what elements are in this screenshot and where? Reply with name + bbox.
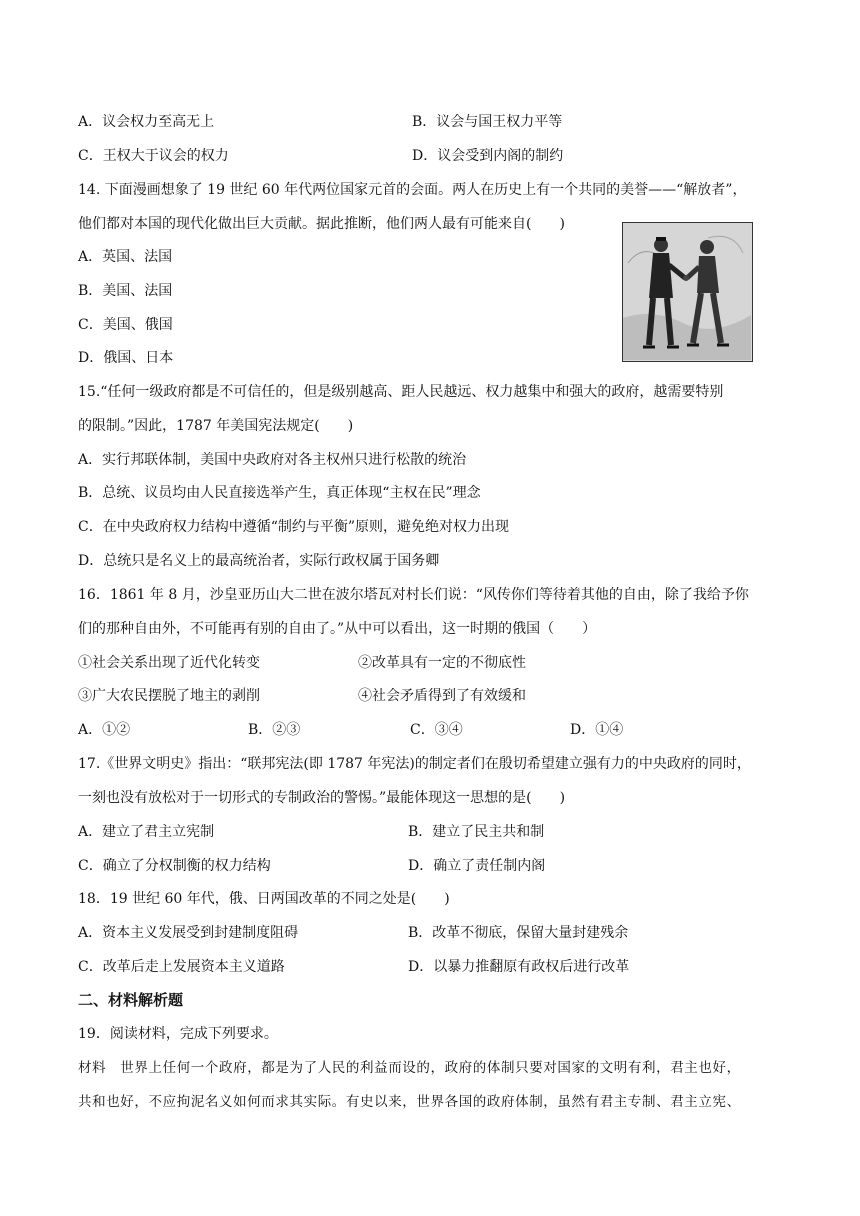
q16-item-4: ④社会矛盾得到了有效缓和 [358,688,526,704]
q17-stem-line1: 17.《世界文明史》指出：“联邦宪法(即 1787 年宪法)的制定者们在殷切希望建立强有力的中央政府的同时， [78,756,751,772]
q16-item-3: ③广大农民摆脱了地主的剥削 [78,688,260,704]
q15-option-a: A．实行邦联体制，美国中央政府对各主权州只进行松散的统治 [78,452,467,468]
q17-option-a: A．建立了君主立宪制 [78,824,215,840]
q16-option-c: C．③④ [410,722,463,738]
q15-option-d: D．总统只是名义上的最高统治者，实际行政权属于国务卿 [78,553,440,569]
q14-option-d: D．俄国、日本 [78,350,174,366]
section-title: 二、材料解析题 [78,991,184,1009]
q17-option-b: B．建立了民主共和制 [408,824,545,840]
q18-stem: 18．19 世纪 60 年代，俄、日两国改革的不同之处是( ) [78,891,450,907]
q16-stem-line2: 们的那种自由外，不可能再有别的自由了。”从中可以看出，这一时期的俄国（ ） [78,621,597,637]
q17-stem-line2: 一刻也没有放松对于一切形式的专制政治的警惕。”最能体现这一思想的是( ) [78,790,566,806]
q13-option-a: A．议会权力至高无上 [78,114,215,130]
q14-option-c: C．美国、俄国 [78,317,173,333]
handshake-illustration-icon [623,223,751,360]
q19-stem: 19．阅读材料，完成下列要求。 [78,1026,278,1042]
q16-option-a: A．①② [78,722,131,738]
q16-item-2: ②改革具有一定的不彻底性 [358,655,526,671]
q15-stem-line1: 15.“任何一级政府都是不可信任的，但是级别越高、距人民越远、权力越集中和强大的政府，越需要特别 [78,384,724,400]
q13-option-b: B．议会与国王权力平等 [412,114,563,130]
q18-option-a: A．资本主义发展受到封建制度阻碍 [78,925,299,941]
q16-option-b: B．②③ [248,722,301,738]
q19-material-line1: 材料 世界上任何一个政府，都是为了人民的利益而设的，政府的体制只要对国家的文明有利，君主也好， [78,1060,741,1076]
q14-stem-line1: 14. 下面漫画想象了 19 世纪 60 年代两位国家元首的会面。两人在历史上有一个共同的美誉——“解放者”， [78,182,747,198]
q18-option-b: B．改革不彻底，保留大量封建残余 [408,925,629,941]
cartoon-image [622,222,753,362]
q19-material-line2: 共和也好，不应拘泥名义如何而求其实际。有史以来，世界各国的政府体制，虽然有君主专制、君主立宪、 [78,1094,741,1110]
q18-option-d: D．以暴力推翻原有政权后进行改革 [408,959,630,975]
q17-option-c: C．确立了分权制衡的权力结构 [78,858,271,874]
q13-option-c: C．王权大于议会的权力 [78,148,229,164]
q15-stem-line2: 的限制。”因此，1787 年美国宪法规定( ) [78,418,354,434]
q13-option-d: D．议会受到内阁的制约 [412,148,564,164]
q16-option-d: D．①④ [570,722,624,738]
q15-option-b: B．总统、议员均由人民直接选举产生，真正体现“主权在民”理念 [78,485,481,501]
q16-item-1: ①社会关系出现了近代化转变 [78,655,260,671]
q18-option-c: C．改革后走上发展资本主义道路 [78,959,285,975]
q14-option-b: B．美国、法国 [78,283,173,299]
q14-option-a: A．英国、法国 [78,249,173,265]
q17-option-d: D．确立了责任制内阁 [408,858,546,874]
q16-stem-line1: 16．1861 年 8 月，沙皇亚历山大二世在波尔塔瓦对村长们说：“风传你们等待着其他的自由，除了我给予你 [78,587,749,603]
q15-option-c: C．在中央政府权力结构中遵循“制约与平衡”原则，避免绝对权力出现 [78,519,510,535]
q14-stem-line2: 他们都对本国的现代化做出巨大贡献。据此推断，他们两人最有可能来自( ) [78,216,565,232]
